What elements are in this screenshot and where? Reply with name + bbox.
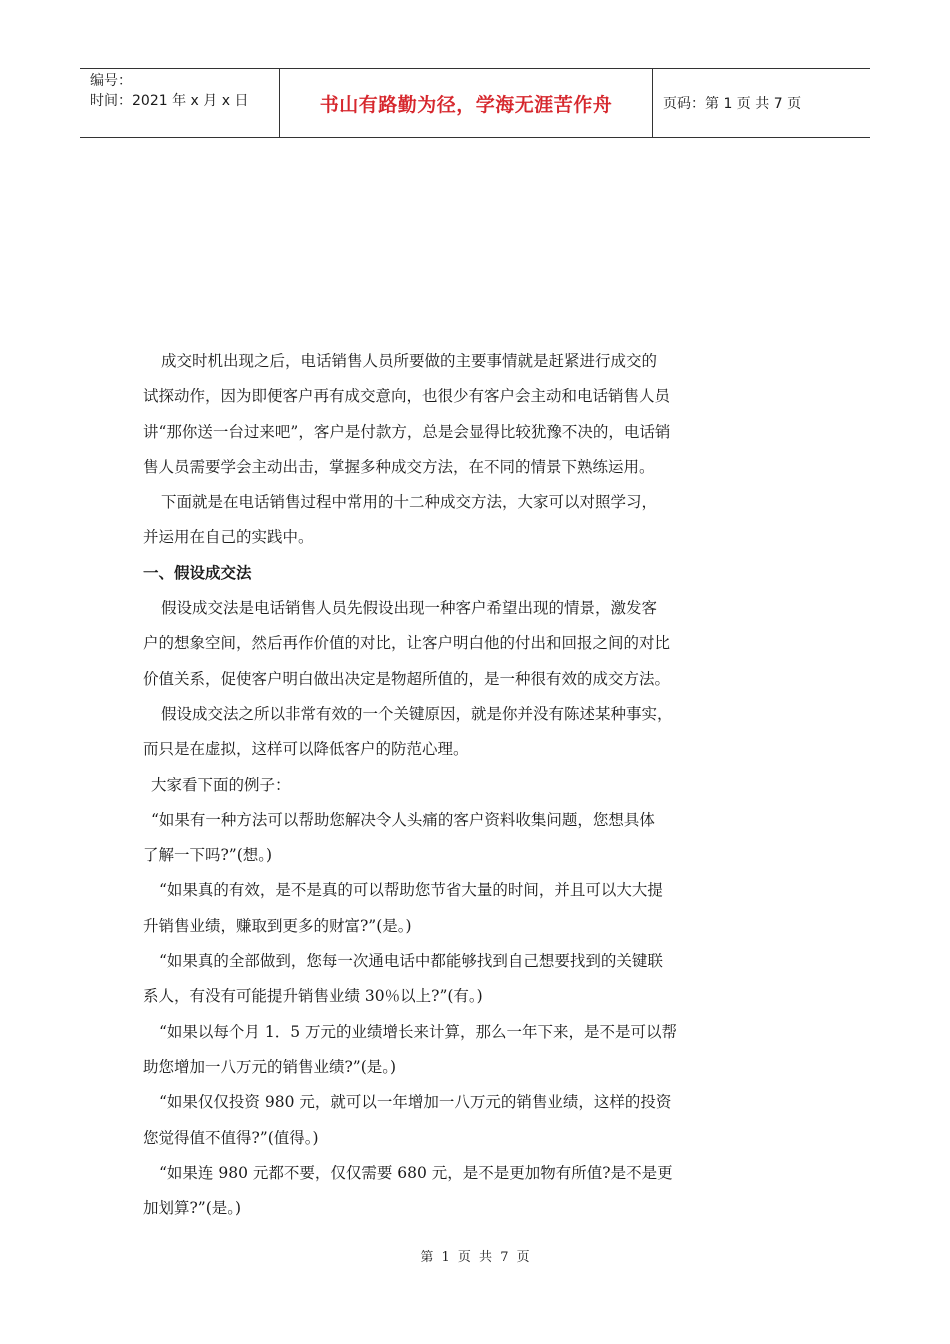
header-motto-cell — [280, 69, 653, 137]
body-text-line: “如果真的全部做到，您每一次通电话中都能够找到自己想要找到的关键联 — [159, 952, 663, 971]
body-text-line: 并运用在自己的实践中。 — [143, 528, 314, 547]
section-heading: 一、假设成交法 — [143, 563, 252, 582]
body-text-line: 大家看下面的例子： — [151, 775, 291, 794]
body-text-line: 假设成交法是电话销售人员先假设出现一种客户希望出现的情景，激发客 — [161, 599, 658, 618]
header-page-cell — [653, 69, 870, 137]
page-info: 页码：第 1 页 共 7 页 — [663, 96, 802, 112]
document-body — [143, 344, 743, 1226]
body-text-line: 了解一下吗?”(想。) — [143, 846, 273, 865]
motto-text: 书山有路勤为径，学海无涯苦作舟 — [319, 93, 613, 116]
body-text-line: 成交时机出现之后，电话销售人员所要做的主要事情就是赶紧进行成交的 — [161, 352, 658, 370]
body-text-line: “如果连 980 元都不要，仅仅需要 680 元，是不是更加物有所值?是不是更 — [159, 1163, 673, 1182]
body-text-line: 系人，有没有可能提升销售业绩 30％以上?”(有。) — [143, 987, 483, 1006]
number-label: 编号： — [90, 73, 132, 89]
body-text-line: 而只是在虚拟，这样可以降低客户的防范心理。 — [143, 740, 469, 759]
body-text-line: 助您增加一八万元的销售业绩?”(是。) — [143, 1057, 397, 1076]
body-text-line: 下面就是在电话销售过程中常用的十二种成交方法，大家可以对照学习， — [161, 493, 658, 512]
header-meta-cell — [80, 69, 280, 137]
body-text-line: 加划算?”(是。) — [143, 1199, 242, 1218]
page-footer: 第 1 页 共 7 页 — [420, 1250, 530, 1265]
time-label: 时间：2021 年 x 月 x 日 — [90, 93, 249, 109]
body-text-line: 户的想象空间，然后再作价值的对比，让客户明白他的付出和回报之间的对比 — [143, 634, 671, 653]
document-header — [80, 68, 870, 138]
body-text-line: 升销售业绩，赚取到更多的财富?”(是。) — [143, 916, 412, 935]
body-text-line: 假设成交法之所以非常有效的一个关键原因，就是你并没有陈述某种事实， — [161, 704, 673, 723]
body-text-line: 讲“那你送一台过来吧”，客户是付款方，总是会显得比较犹豫不决的，电话销 — [143, 422, 671, 441]
body-text-line: “如果真的有效，是不是真的可以帮助您节省大量的时间，并且可以大大提 — [159, 881, 663, 900]
body-text-line: “如果仅仅投资 980 元，就可以一年增加一八万元的销售业绩，这样的投资 — [159, 1093, 672, 1112]
body-text-line: “如果有一种方法可以帮助您解决令人头痛的客户资料收集问题，您想具体 — [151, 810, 655, 829]
body-text-line: 您觉得值不值得?”(值得。) — [143, 1128, 319, 1147]
body-text-line: 售人员需要学会主动出击，掌握多种成交方法，在不同的情景下熟练运用。 — [143, 457, 655, 476]
body-text-line: “如果以每个月 1．5 万元的业绩增长来计算，那么一年下来，是不是可以帮 — [159, 1022, 678, 1041]
body-text-line: 价值关系，促使客户明白做出决定是物超所值的，是一种很有效的成交方法。 — [143, 669, 671, 688]
body-text-line: 试探动作，因为即便客户再有成交意向，也很少有客户会主动和电话销售人员 — [143, 387, 671, 406]
